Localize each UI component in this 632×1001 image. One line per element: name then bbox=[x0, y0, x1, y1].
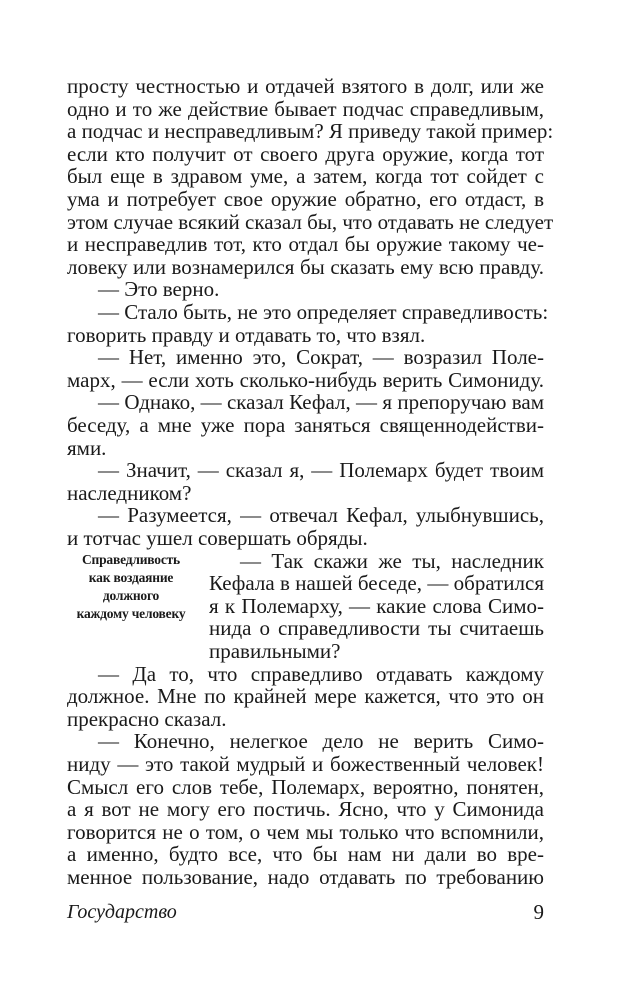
text-line: этом случае всякий сказал бы, что отдавать не следует bbox=[67, 210, 554, 234]
sidenote-line: должного bbox=[102, 588, 160, 603]
text-line: я к Полемарху, — какие слова Симо- bbox=[209, 594, 544, 618]
text-line: а подчас и несправедливым? Я приведу такой пример: bbox=[67, 119, 554, 143]
text-line: ловеку или вознамерился бы сказать ему всю правду. bbox=[67, 255, 544, 279]
text-line: ями. bbox=[67, 436, 107, 460]
text-line: одно и то же действие бывает подчас справедливым, bbox=[67, 97, 544, 121]
page-number: 9 bbox=[533, 900, 544, 924]
text-line: — Значит, — сказал я, — Полемарх будет твоим bbox=[98, 458, 544, 482]
text-line: Смысл его слов тебе, Полемарх, вероятно, понятен, bbox=[67, 775, 544, 799]
text-line: беседу, а мне уже пора заняться священнодействи- bbox=[67, 413, 544, 437]
text-line: говорится не о том, о чем мы только что вспомнили, bbox=[67, 820, 544, 844]
text-line: — Стало быть, не это определяет справедливость: bbox=[98, 300, 549, 324]
text-line: если кто получит от своего друга оружие, когда тот bbox=[67, 142, 544, 166]
text-line: Кефала в нашей беседе, — обратился bbox=[209, 571, 544, 595]
margin-sidenote bbox=[67, 551, 195, 623]
text-line: — Конечно, нелегкое дело не верить Симо- bbox=[98, 729, 544, 753]
text-line: ниду — это такой мудрый и божественный человек! bbox=[67, 752, 544, 776]
text-line: — Это верно. bbox=[98, 277, 220, 301]
text-line: правильными? bbox=[209, 639, 341, 663]
text-line: должное. Мне по крайней мере кажется, что это он bbox=[67, 684, 544, 708]
text-line: наследником? bbox=[67, 481, 192, 505]
text-line: — Так скажи же ты, наследник bbox=[240, 549, 544, 573]
text-line: и несправедлив тот, кто отдал бы оружие такому че- bbox=[67, 232, 544, 256]
sidenote-line: Справедливость bbox=[82, 552, 180, 567]
text-line: — Однако, — сказал Кефал, — я препоручаю вам bbox=[98, 390, 544, 414]
text-line: — Да то, что справедливо отдавать каждому bbox=[98, 662, 544, 686]
text-line: просту честностью и отдачей взятого в долг, или же bbox=[67, 74, 544, 98]
text-line: ума и потребует свое оружие обратно, его отдаст, в bbox=[67, 187, 544, 211]
text-line: а я вот не могу его постичь. Ясно, что у Симонида bbox=[67, 797, 544, 821]
text-line: а именно, будто все, что бы нам ни дали во вре- bbox=[67, 842, 544, 866]
sidenote-line: каждому человеку bbox=[76, 606, 186, 621]
text-line: прекрасно сказал. bbox=[67, 707, 227, 731]
text-line: — Разумеется, — отвечал Кефал, улыбнувшись, bbox=[98, 503, 544, 527]
text-line: и тотчас ушел совершать обряды. bbox=[67, 526, 368, 550]
text-line: нида о справедливости ты считаешь bbox=[209, 616, 544, 640]
text-line: менное пользование, надо отдавать по требованию bbox=[67, 865, 544, 889]
text-line: — Нет, именно это, Сократ, — возразил Поле- bbox=[98, 345, 544, 369]
text-line: был еще в здравом уме, а затем, когда тот сойдет с bbox=[67, 164, 544, 188]
running-footer-title: Государство bbox=[67, 901, 177, 923]
text-line: говорить правду и отдавать то, что взял. bbox=[67, 323, 426, 347]
sidenote-line: как воздаяние bbox=[88, 570, 174, 585]
text-line: марх, — если хоть сколько-нибудь верить Симониду. bbox=[67, 368, 544, 392]
